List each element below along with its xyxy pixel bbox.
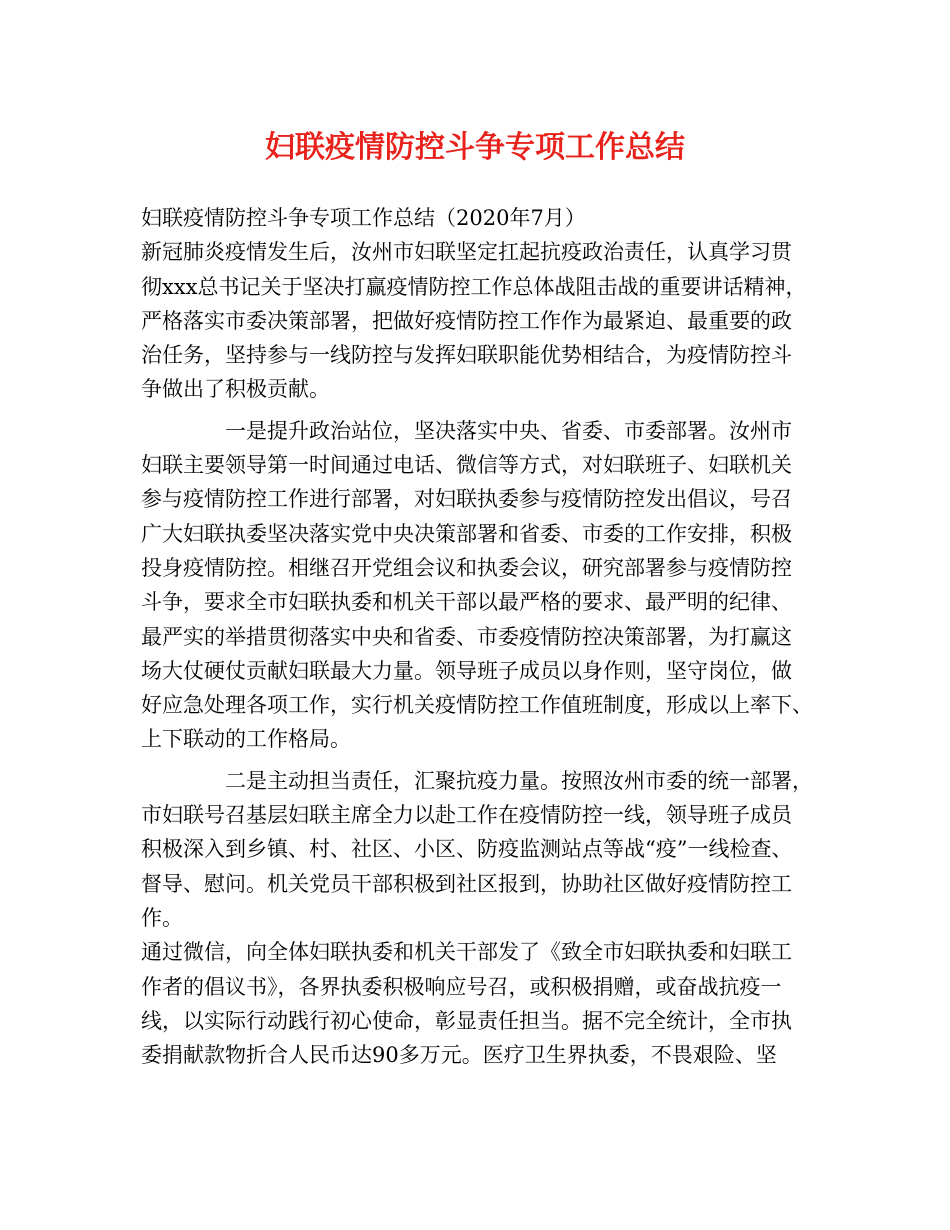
wechat-line: 线，以实际行动践行初心使命，彰显责任担当。据不完全统计，全市执 (141, 1008, 792, 1033)
section-one-line: 斗争，要求全市妇联执委和机关干部以最严格的要求、最严明的纪律、 (141, 590, 792, 615)
section-two-line: 督导、慰问。机关党员干部积极到社区报到，协助社区做好疫情防控工 (141, 871, 792, 896)
intro-line: 新冠肺炎疫情发生后，汝州市妇联坚定扛起抗疫政治责任，认真学习贯 (141, 240, 792, 265)
wechat-line: 通过微信，向全体妇联执委和机关干部发了《致全市妇联执委和妇联工 (141, 940, 792, 965)
section-two-line: 二是主动担当责任，汇聚抗疫力量。按照汝州市委的统一部署， (141, 768, 813, 793)
page-title: 妇联疫情防控斗争专项工作总结 (265, 130, 685, 165)
section-one-line: 好应急处理各项工作，实行机关疫情防控工作值班制度，形成以上率下、 (141, 693, 813, 718)
subtitle-line: 妇联疫情防控斗争专项工作总结（2020年7月） (141, 206, 586, 230)
document-body (141, 201, 831, 1072)
intro-line: 争做出了积极贡献。 (141, 377, 330, 402)
wechat-line: 委捐献款物折合人民币达90多万元。医疗卫生界执委，不畏艰险、坚 (141, 1043, 777, 1068)
section-two-line: 市妇联号召基层妇联主席全力以赴工作在疫情防控一线，领导班子成员 (141, 803, 792, 828)
wechat-line: 作者的倡议书》，各界执委积极响应号召，或积极捐赠，或奋战抗疫一 (141, 974, 782, 999)
section-two-line: 积极深入到乡镇、村、社区、小区、防疫监测站点等战“疫”一线检查、 (141, 837, 793, 862)
section-one-line: 投身疫情防控。相继召开党组会议和执委会议，研究部署参与疫情防控 (141, 555, 792, 580)
section-two-line: 作。 (141, 905, 183, 930)
intro-line: 彻xxx总书记关于坚决打赢疫情防控工作总体战阻击战的重要讲话精神， (141, 274, 807, 299)
section-one-line: 广大妇联执委坚决落实党中央决策部署和省委、市委的工作安排，积极 (141, 521, 792, 546)
intro-line: 严格落实市委决策部署，把做好疫情防控工作作为最紧迫、最重要的政 (141, 308, 792, 333)
section-one-line: 参与疫情防控工作进行部署，对妇联执委参与疫情防控发出倡议，号召 (141, 487, 792, 512)
section-one-line: 上下联动的工作格局。 (141, 727, 351, 752)
section-one-line: 场大仗硬仗贡献妇联最大力量。领导班子成员以身作则，坚守岗位，做 (141, 658, 792, 683)
section-one-line: 一是提升政治站位，坚决落实中央、省委、市委部署。汝州市 (141, 418, 792, 443)
intro-line: 治任务，坚持参与一线防控与发挥妇联职能优势相结合，为疫情防控斗 (141, 343, 792, 368)
section-one-line: 最严实的举措贯彻落实中央和省委、市委疫情防控决策部署，为打赢这 (141, 624, 792, 649)
paragraph-gap (141, 757, 831, 764)
section-one-line: 妇联主要领导第一时间通过电话、微信等方式，对妇联班子、妇联机关 (141, 453, 792, 478)
paragraph-gap (141, 407, 831, 414)
